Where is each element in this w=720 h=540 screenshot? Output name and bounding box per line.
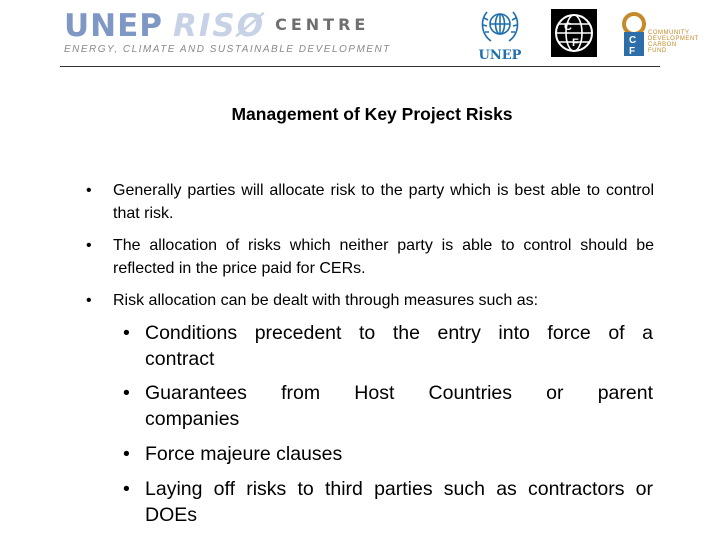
unep-logo-text: UNEP bbox=[478, 48, 522, 63]
sub-bullet-item bbox=[125, 476, 653, 528]
bullet-item bbox=[86, 289, 654, 312]
svg-text:C: C bbox=[564, 21, 572, 33]
unep-riso-centre-logo bbox=[62, 8, 392, 58]
bullet-icon: • bbox=[123, 322, 130, 344]
logo-wordmark bbox=[64, 8, 369, 44]
logo-tagline: ENERGY, CLIMATE AND SUSTAINABLE DEVELOPMENT bbox=[64, 44, 391, 55]
un-laurel-icon bbox=[470, 4, 530, 48]
logo-word-centre: CENTRE bbox=[275, 15, 370, 34]
bullet-text: Risk allocation can be dealt with through measures such as: bbox=[113, 292, 539, 309]
svg-text:C: C bbox=[629, 35, 637, 46]
ccf-line: COMMUNITY bbox=[648, 30, 690, 36]
bullet-item bbox=[86, 179, 654, 225]
ccf-emblem-icon bbox=[622, 8, 648, 58]
sub-bullet-line: Conditions precedent to the entry into force of a bbox=[145, 322, 653, 344]
ccf-line: CARBON bbox=[648, 42, 677, 48]
logo-word-riso: RISØ bbox=[173, 8, 266, 44]
sub-bullet-line: contract bbox=[145, 348, 215, 370]
community-carbon-fund-logo bbox=[622, 8, 699, 60]
sub-bullet-line: Laying off risks to third parties such as contractors or bbox=[145, 478, 653, 500]
sub-bullet-line: companies bbox=[145, 408, 240, 430]
sub-bullet-line: Guarantees from Host Countries or parent bbox=[145, 382, 653, 404]
bullet-icon: • bbox=[86, 182, 92, 199]
sub-bullet-line: DOEs bbox=[145, 504, 198, 526]
bullet-text: The allocation of risks which neither party is able to control should be reflected in the price paid for CERs. bbox=[113, 237, 654, 277]
bullet-icon: • bbox=[86, 292, 92, 309]
bullet-icon: • bbox=[86, 237, 92, 254]
bullet-item bbox=[86, 234, 654, 280]
bullet-icon: • bbox=[123, 478, 130, 500]
sub-bullet-item bbox=[125, 380, 653, 432]
ccf-line: FUND bbox=[648, 48, 667, 54]
world-bank-logo bbox=[550, 8, 598, 58]
bullet-text: Generally parties will allocate risk to the party which is best able to control that risk. bbox=[113, 182, 654, 222]
sub-bullet-line: Force majeure clauses bbox=[145, 443, 343, 465]
unep-logo bbox=[470, 4, 530, 66]
sub-bullet-item bbox=[125, 441, 653, 467]
ccf-logo-text bbox=[648, 30, 699, 54]
ccf-line: DEVELOPMENT bbox=[648, 36, 699, 42]
globe-icon bbox=[550, 8, 598, 58]
svg-text:F: F bbox=[629, 46, 636, 57]
sub-bullet-item bbox=[125, 320, 653, 372]
header bbox=[0, 0, 720, 68]
slide-title: Management of Key Project Risks bbox=[231, 104, 513, 124]
bullet-icon: • bbox=[123, 382, 130, 404]
header-divider bbox=[60, 66, 660, 67]
svg-text:F: F bbox=[572, 37, 579, 49]
logo-word-unep: UNEP bbox=[64, 8, 164, 44]
bullet-icon: • bbox=[123, 443, 130, 465]
